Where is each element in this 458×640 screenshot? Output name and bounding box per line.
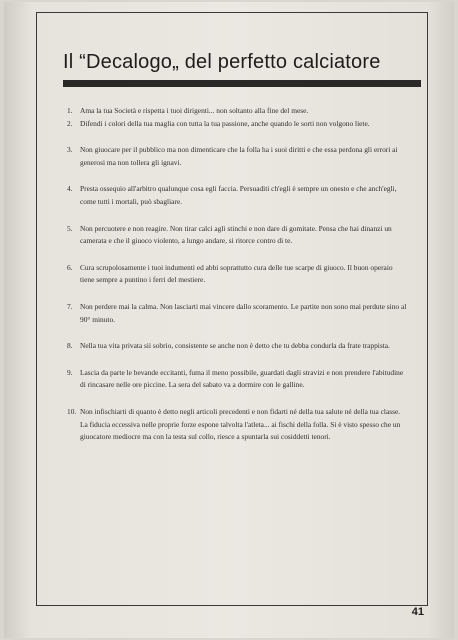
- page-frame: [36, 12, 428, 606]
- page-title: Il “Decalogo„ del perfetto calciatore: [63, 51, 381, 73]
- rule-number: 6.: [67, 262, 73, 272]
- rule-number: 9.: [67, 367, 73, 377]
- rule-item: [67, 223, 407, 248]
- rule-number: 4.: [67, 184, 73, 194]
- rule-text: Presta ossequio all'arbitro qualunque cosa egli faccia. Persuaditi ch'egli è sempre un onesto e che anch'egli, come tutti i mortali, può sbagliare.: [80, 184, 397, 206]
- rule-number: 1.: [67, 106, 73, 115]
- rule-text: Non perdere mai la calma. Non lasciarti mai vincere dallo scoramento. Le partite non sono mai perdute sino al 90° minuto.: [80, 301, 407, 324]
- rules-list: [67, 105, 407, 444]
- rule-item: [67, 367, 407, 392]
- rule-number: 10.: [67, 406, 77, 416]
- rule-item: [67, 118, 407, 131]
- rule-text: Non infischiarti di quanto è detto negli articoli precedenti e non fidarti né della tua salute né della tua classe. La fiducia eccessiva nelle proprie forze espone talvolta l'atleta... ai fischi della folla. Si è visto spesso che un giuocatore mediocre ma con la testa sul collo, riesce a spuntarla sui cosiddetti tenori.: [80, 406, 401, 442]
- rule-number: 7.: [67, 301, 73, 311]
- rule-text: Nella tua vita privata sii sobrio, consistente se anche non è detto che tu debba condurla da frate trappista.: [80, 341, 390, 351]
- rule-text: Non giuocare per il pubblico ma non dimenticare che la folla ha i suoi diritti e che essa perdona gli errori ai generosi ma non tollera gli ignavi.: [80, 145, 398, 167]
- rule-item: [67, 183, 407, 208]
- rule-number: 3.: [67, 145, 73, 155]
- rule-item: [67, 105, 407, 118]
- page-number: 41: [411, 606, 424, 618]
- rule-text: Ama la tua Società e rispetta i tuoi dirigenti... non soltanto alla fine del mese.: [80, 106, 309, 115]
- title-underline: [63, 80, 421, 87]
- rule-item: [67, 406, 407, 444]
- rule-text: Cura scrupolosamente i tuoi indumenti ed abbi soprattutto cura delle tue scarpe di giuoco. Il buon operaio tiene sempre a puntino i ferri del mestiere.: [80, 262, 393, 285]
- rule-number: 5.: [67, 223, 73, 233]
- rule-item: [67, 262, 407, 287]
- rule-item: [67, 301, 407, 326]
- rule-text: Lascia da parte le bevande eccitanti, fuma il meno possibile, guardati dagli stravizi e non prendere l'abitudine di rincasare nelle ore piccine. La sera del sabato va a dormire con le galline.: [80, 367, 404, 390]
- rule-number: 2.: [67, 118, 73, 128]
- rule-item: [67, 144, 407, 169]
- rule-item: [67, 340, 407, 353]
- rule-text: Non percuotere e non reagire. Non tirar calci agli stinchi e non dare di gomitate. Pensa che hai dinanzi un camerata e che il giuoco violento, a lungo andare, si ritorce contro di te.: [80, 223, 392, 246]
- page-sheet: [4, 2, 454, 638]
- rule-number: 8.: [67, 341, 73, 351]
- rule-text: Difendi i colori della tua maglia con tutta la tua passione, anche quando le sorti non volgono liete.: [80, 118, 370, 128]
